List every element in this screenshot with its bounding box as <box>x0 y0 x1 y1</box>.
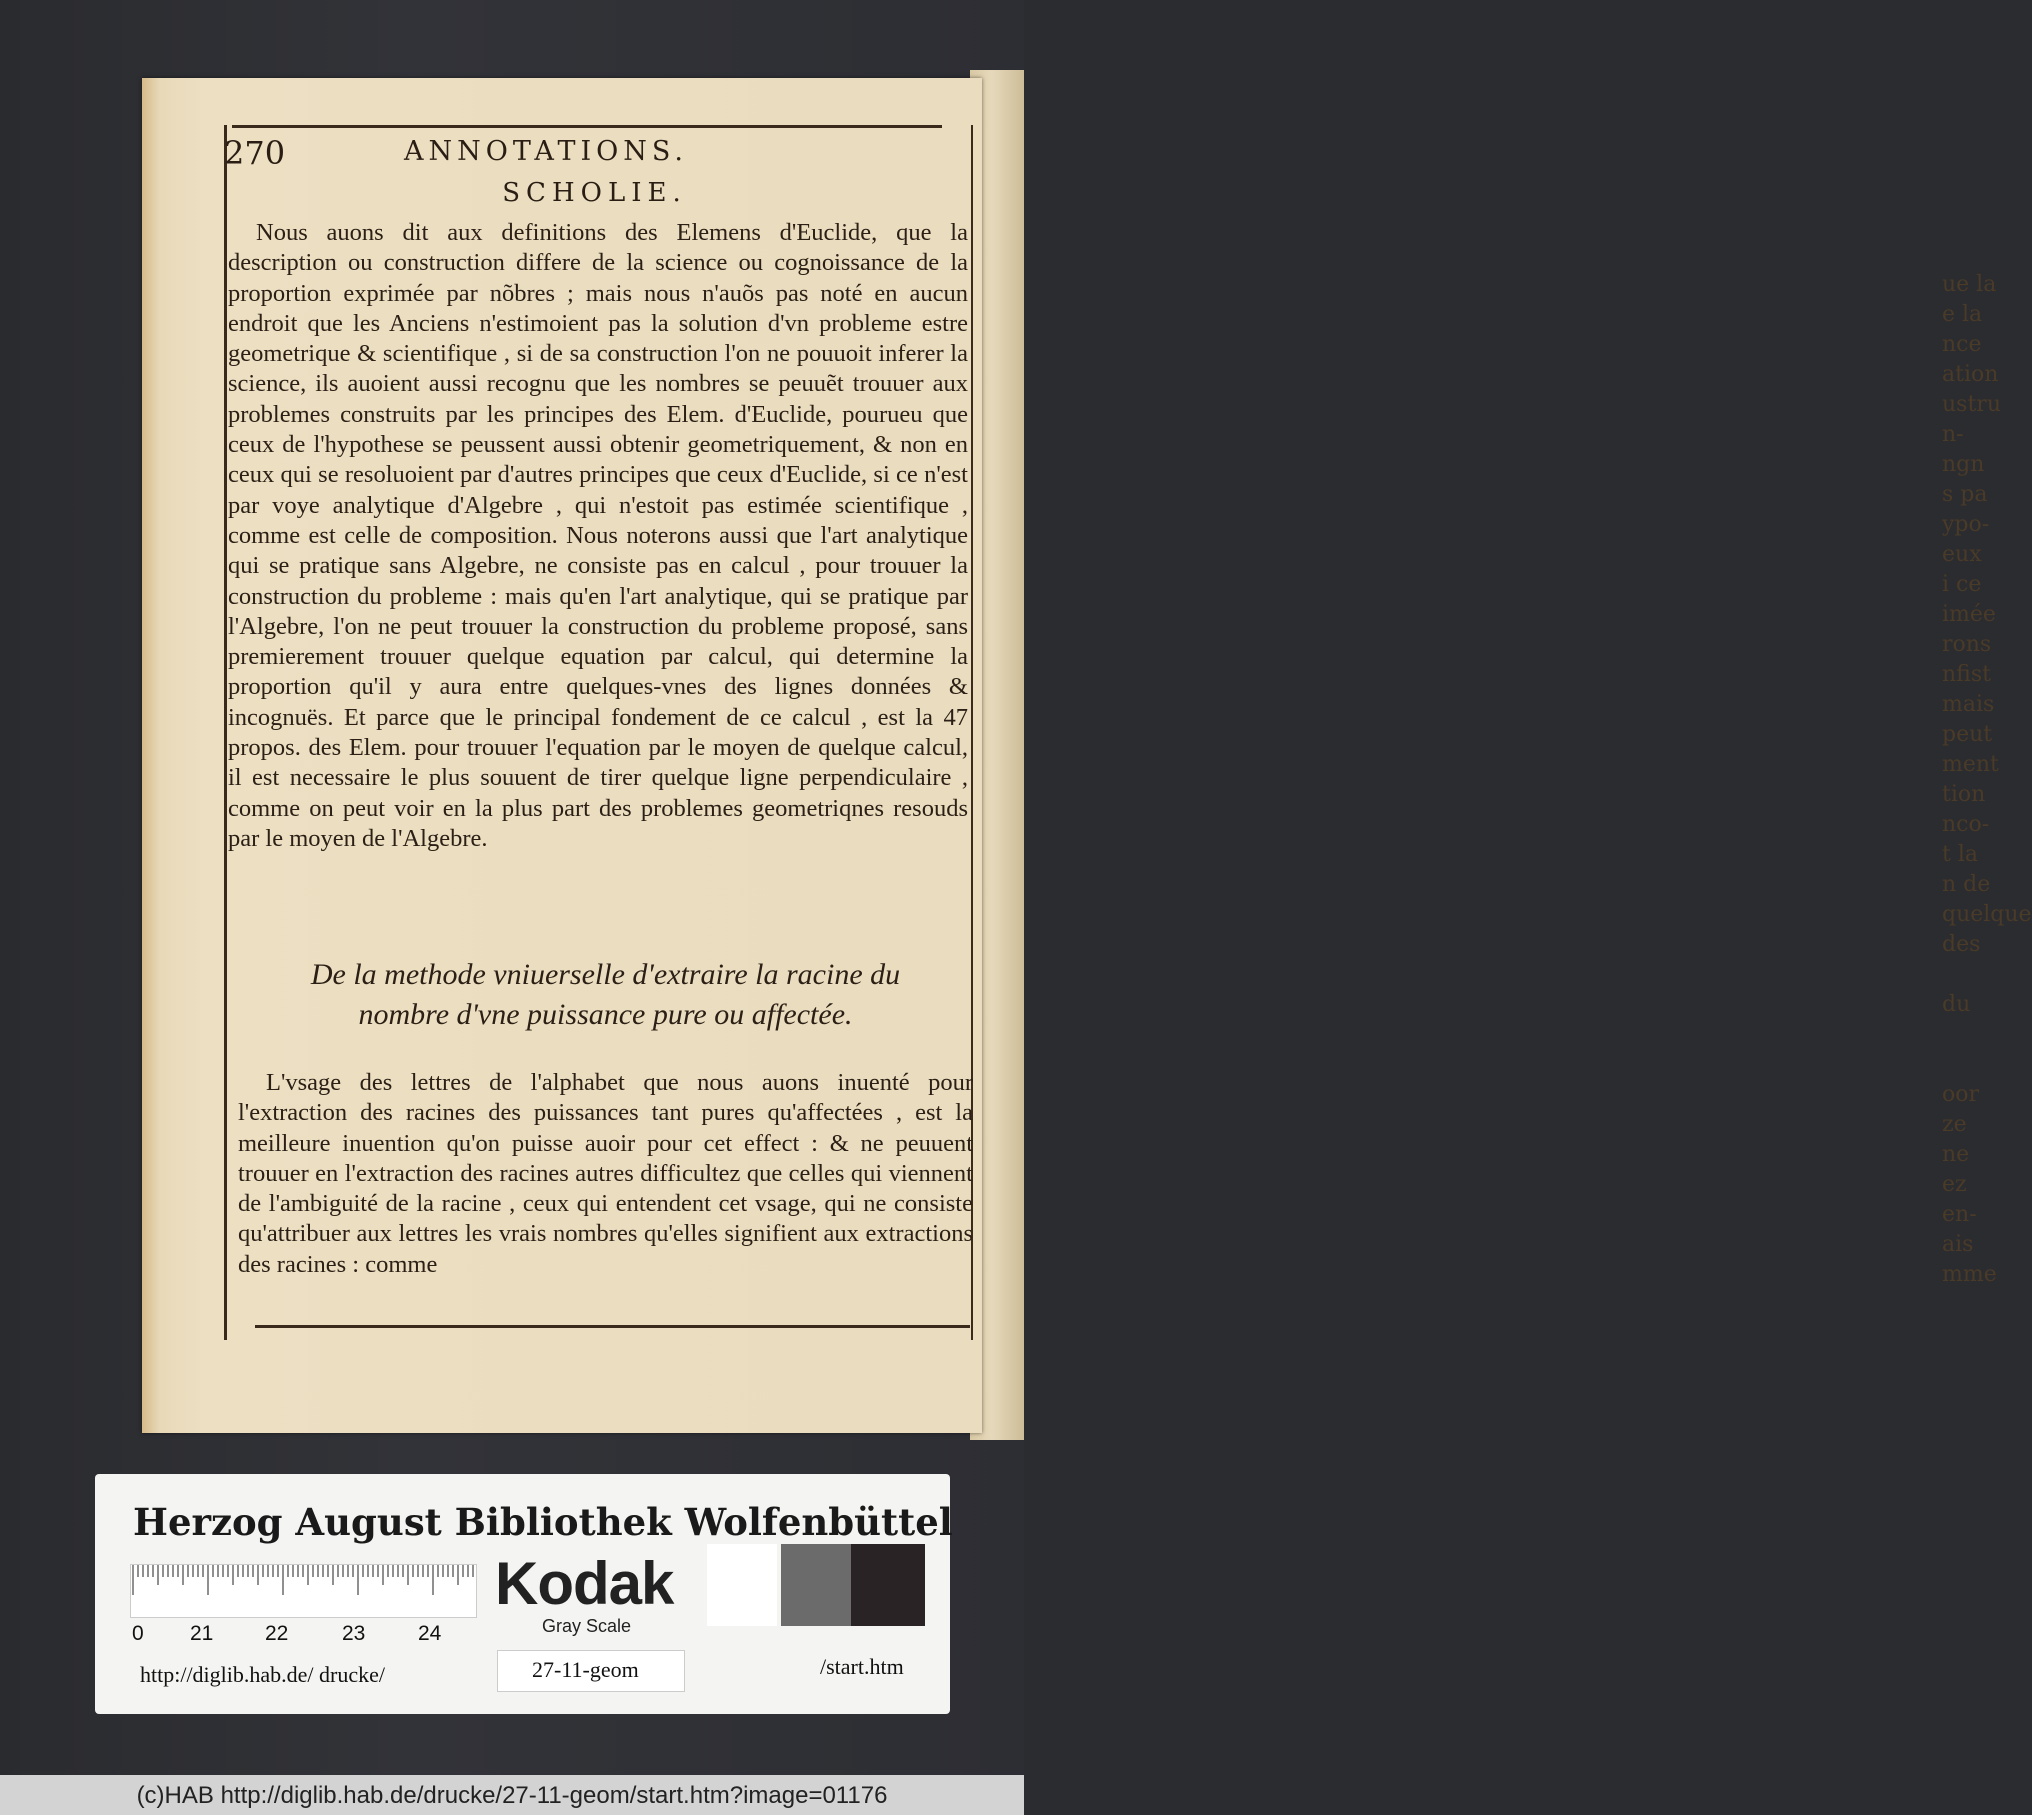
ruler-label: 22 <box>265 1622 289 1645</box>
url-right: /start.htm <box>820 1654 904 1679</box>
subheading-line-1: De la methode vniuerselle d'extraire la racine du <box>310 958 901 991</box>
ruler-label: 0 <box>132 1622 144 1645</box>
body-paragraph-2 <box>238 1068 973 1280</box>
body-paragraph-1 <box>228 218 968 854</box>
italic-subheading <box>238 955 973 1035</box>
gray-patch-white <box>707 1544 777 1626</box>
paragraph-text: Nous auons dit aux definitions des Elemens d'Euclide, que la description ou construction differe de la science ou cognoissance de la proportion exprimée par nõbres ; mais nous n'auõs pas noté en aucun endroit que les Anciens n'estimoient pas la solution d'vn probleme estre geometrique & scientifique , si de sa construction l'on ne pouuoit inferer la science, ils auoient aussi recognu que les nombres se peuuẽt trouuer aux problemes construits par les principes des Elem. d'Euclide, pourueu que ceux de l'hypothese se peussent aussi obtenir geometriquement, & non en ceux qui se resoluoient par d'autres principes que ceux d'Euclide, si ce n'est par voye analytique d'Algebre , qui n'estoit pas estimée scientifique , comme est celle de composition. Nous noterons aussi que l'art analytique qui se pratique sans Algebre, ne consiste pas en calcul , pour trouuer la construction du probleme : mais qu'en l'art analytique, qui se pratique par l'Algebre, l'on ne peut trouuer la construction du probleme proposé, sans premierement trouuer quelque equation par calcul, qui determine la proportion qu'il y aura entre quelques-vnes des lignes données & incognuës. Et parce que le principal fondement de ce calcul , est la 47 propos. des Elem. pour trouuer l'equation par le moyen de quelque calcul, il est necessaire le plus souuent de tirer quelque ligne perpendiculaire , comme on peut voir en la plus part des problemes geometriqnes resouds par le moyen de l'Algebre. <box>228 219 968 852</box>
paragraph-text: L'vsage des lettres de l'alphabet que nous auons inuenté pour l'extraction des racines des puissances tant pures qu'affectées , est la meilleure inuention qu'on puisse auoir pour cet effect : & ne peuuent trouuer en l'extraction des racines autres difficultez que celles qui viennent de l'ambiguité de la racine , ceux qui entendent cet vsage, qui ne consiste qu'attribuer aux lettres les vrais nombres qu'elles signifient aux extractions des racines : comme <box>238 1069 973 1278</box>
ruler-label: 23 <box>342 1622 366 1645</box>
color-target-card <box>95 1474 953 1714</box>
subheading-line-2: nombre d'vne puissance pure ou affectée. <box>358 998 853 1031</box>
bottom-rule <box>255 1325 970 1328</box>
ruler-label: 21 <box>190 1622 214 1645</box>
footer-bar <box>0 1775 1024 1815</box>
brand-subtitle: Gray Scale <box>542 1616 632 1636</box>
ruler-label: 24 <box>418 1622 442 1645</box>
ruler-labels <box>130 1622 475 1646</box>
running-head: ANNOTATIONS. <box>404 136 688 167</box>
library-name: Herzog August Bibliothek Wolfenbüttel <box>133 1500 953 1544</box>
url-mid: 27-11-geom <box>532 1657 639 1682</box>
ruler-ticks <box>131 1565 476 1595</box>
section-title: SCHOLIE. <box>502 178 687 208</box>
gray-patch-dark <box>851 1544 925 1626</box>
facing-page-text: ue la e la nce ation ustru n- ngn s pa ypo- eux i ce imée rons nfist mais peut ment tion nco- t la n de quelque des du oor ze ne ez en- ais mme <box>1942 272 2032 1287</box>
top-rule <box>232 125 942 128</box>
url-left: http://diglib.hab.de/ drucke/ <box>140 1662 386 1687</box>
ruler-scale <box>130 1564 477 1618</box>
running-header <box>224 134 969 174</box>
gray-patch-mid <box>781 1544 851 1626</box>
page-number: 270 <box>224 134 286 172</box>
brand-logo: Kodak <box>495 1550 674 1617</box>
footer-credit[interactable]: (c)HAB http://diglib.hab.de/drucke/27-11-geom/start.htm?image=01176 <box>136 1782 888 1809</box>
